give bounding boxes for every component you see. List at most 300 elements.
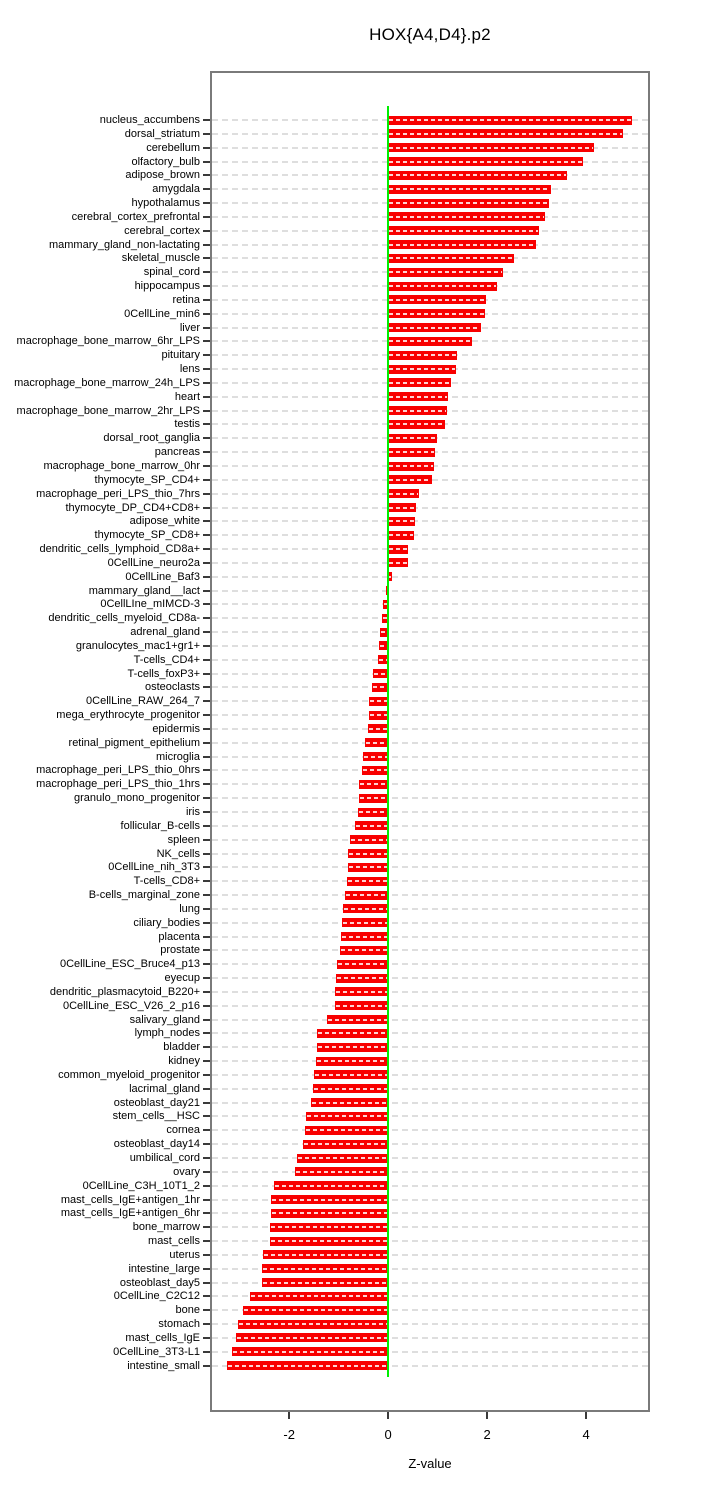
- bar-hatch-pattern: [389, 493, 418, 495]
- gridline: [212, 631, 648, 633]
- category-label: placenta: [158, 930, 200, 943]
- bar-hatch-pattern: [389, 174, 566, 176]
- category-label: dendritic_cells_myeloid_CD8a-: [48, 612, 200, 625]
- y-axis-tick: [203, 590, 210, 592]
- y-axis-tick: [203, 493, 210, 495]
- bar: [388, 475, 432, 484]
- y-axis-tick: [203, 1102, 210, 1104]
- bar: [388, 351, 457, 360]
- y-axis-tick: [203, 423, 210, 425]
- bar-hatch-pattern: [341, 949, 387, 951]
- gridline: [212, 783, 648, 785]
- category-label: 0CellLine_RAW_264_7: [86, 695, 200, 708]
- bar: [388, 406, 447, 415]
- category-label: olfactory_bulb: [131, 155, 200, 168]
- bar: [388, 199, 549, 208]
- y-axis-tick: [203, 340, 210, 342]
- gridline: [212, 908, 648, 910]
- y-axis-tick: [203, 866, 210, 868]
- category-label: pituitary: [161, 349, 200, 362]
- y-axis-tick: [203, 797, 210, 799]
- bar-hatch-pattern: [389, 465, 433, 467]
- category-label: 0CellLine_Baf3: [125, 570, 200, 583]
- y-axis-tick: [203, 894, 210, 896]
- category-label: follicular_B-cells: [120, 819, 200, 832]
- bar-hatch-pattern: [233, 1351, 387, 1353]
- bar-hatch-pattern: [306, 1129, 388, 1131]
- gridline: [212, 1074, 648, 1076]
- y-axis-tick: [203, 783, 210, 785]
- gridline: [212, 576, 648, 578]
- y-axis-tick: [203, 161, 210, 163]
- bar: [358, 808, 388, 817]
- x-axis-title: Z-value: [408, 1456, 452, 1471]
- y-axis-tick: [203, 1365, 210, 1367]
- y-axis-tick: [203, 465, 210, 467]
- y-axis-tick: [203, 825, 210, 827]
- bar: [388, 254, 514, 263]
- bar-hatch-pattern: [271, 1240, 387, 1242]
- y-axis-tick: [203, 479, 210, 481]
- y-axis-tick: [203, 174, 210, 176]
- bar-hatch-pattern: [389, 230, 537, 232]
- bar-hatch-pattern: [389, 285, 496, 287]
- bar: [345, 891, 389, 900]
- gridline: [212, 686, 648, 688]
- gridline: [212, 1102, 648, 1104]
- bar: [388, 185, 551, 194]
- bar-hatch-pattern: [343, 922, 387, 924]
- y-axis-tick: [203, 839, 210, 841]
- gridline: [212, 825, 648, 827]
- bar-hatch-pattern: [318, 1046, 387, 1048]
- bar: [343, 904, 388, 913]
- category-label: NK_cells: [156, 847, 200, 860]
- bar: [388, 462, 434, 471]
- gridline: [212, 756, 648, 758]
- bar: [313, 1084, 388, 1093]
- bar: [348, 849, 388, 858]
- category-label: T-cells_foxP3+: [127, 667, 200, 680]
- category-label: lung: [179, 902, 200, 915]
- bar-hatch-pattern: [264, 1254, 387, 1256]
- x-axis-tick: [288, 1412, 290, 1419]
- bar-hatch-pattern: [389, 119, 631, 121]
- bar: [263, 1250, 388, 1259]
- category-label: testis: [174, 418, 200, 431]
- plot-area: [210, 71, 650, 1412]
- gridline: [212, 1129, 648, 1131]
- bar-hatch-pattern: [389, 562, 407, 564]
- bar-hatch-pattern: [389, 368, 455, 370]
- y-axis-tick: [203, 1143, 210, 1145]
- y-axis-tick: [203, 922, 210, 924]
- bar: [388, 517, 415, 526]
- category-label: mega_erythrocyte_progenitor: [56, 709, 200, 722]
- gridline: [212, 880, 648, 882]
- bar-hatch-pattern: [315, 1074, 387, 1076]
- y-axis-tick: [203, 1046, 210, 1048]
- bar: [337, 960, 388, 969]
- y-axis-tick: [203, 1254, 210, 1256]
- y-axis-tick: [203, 327, 210, 329]
- bar-hatch-pattern: [369, 728, 387, 730]
- category-label: cornea: [166, 1124, 200, 1137]
- bar: [388, 531, 414, 540]
- category-label: dorsal_root_ganglia: [103, 432, 200, 445]
- gridline: [212, 1115, 648, 1117]
- y-axis-tick: [203, 368, 210, 370]
- y-axis-tick: [203, 1074, 210, 1076]
- y-axis-tick: [203, 382, 210, 384]
- y-axis-tick: [203, 1309, 210, 1311]
- bar-hatch-pattern: [389, 437, 436, 439]
- bar-hatch-pattern: [239, 1323, 387, 1325]
- category-label: macrophage_bone_marrow_0hr: [43, 460, 200, 472]
- y-axis-tick: [203, 147, 210, 149]
- y-axis-tick: [203, 991, 210, 993]
- bar-hatch-pattern: [346, 894, 388, 896]
- y-axis-tick: [203, 244, 210, 246]
- category-label: lacrimal_gland: [129, 1082, 200, 1095]
- category-label: stomach: [158, 1318, 200, 1331]
- y-axis-tick: [203, 133, 210, 135]
- category-label: B-cells_marginal_zone: [88, 889, 200, 902]
- y-axis-tick: [203, 645, 210, 647]
- zero-reference-line: [387, 106, 389, 1377]
- bar: [388, 309, 485, 318]
- category-label: cerebral_cortex_prefrontal: [71, 210, 200, 223]
- gridline: [212, 673, 648, 675]
- category-label: skeletal_muscle: [121, 252, 200, 265]
- y-axis-tick: [203, 1323, 210, 1325]
- y-axis-tick: [203, 548, 210, 550]
- bar: [262, 1264, 388, 1273]
- bar: [243, 1306, 389, 1315]
- y-axis-tick: [203, 1129, 210, 1131]
- bar-hatch-pattern: [373, 686, 387, 688]
- y-axis-tick: [203, 202, 210, 204]
- category-label: epidermis: [152, 722, 200, 735]
- bar: [388, 434, 437, 443]
- bar: [335, 1001, 388, 1010]
- bar: [316, 1057, 388, 1066]
- bar-hatch-pattern: [275, 1185, 387, 1187]
- bar: [342, 918, 388, 927]
- bar-hatch-pattern: [304, 1143, 388, 1145]
- bar: [317, 1029, 388, 1038]
- bar-hatch-pattern: [364, 756, 387, 758]
- bar: [388, 226, 538, 235]
- y-axis-tick: [203, 1282, 210, 1284]
- gridline: [212, 493, 648, 495]
- y-axis-tick: [203, 396, 210, 398]
- category-label: spleen: [167, 833, 200, 846]
- y-axis-tick: [203, 1115, 210, 1117]
- bar-hatch-pattern: [389, 451, 434, 453]
- y-axis-tick: [203, 977, 210, 979]
- bar-hatch-pattern: [263, 1282, 387, 1284]
- category-label: uterus: [169, 1248, 200, 1261]
- bar-hatch-pattern: [314, 1088, 387, 1090]
- category-label: macrophage_bone_marrow_2hr_LPS: [16, 404, 200, 417]
- gridline: [212, 700, 648, 702]
- category-label: common_myeloid_progenitor: [58, 1068, 200, 1081]
- y-axis-tick: [203, 313, 210, 315]
- bar-hatch-pattern: [342, 936, 388, 938]
- category-label: 0CellLine_neuro2a: [107, 556, 200, 569]
- bar: [388, 378, 451, 387]
- bar-hatch-pattern: [389, 257, 513, 259]
- x-axis-tick: [585, 1412, 587, 1419]
- x-axis-tick-label: -2: [283, 1427, 295, 1442]
- bar-hatch-pattern: [251, 1295, 388, 1297]
- category-label: adipose_white: [129, 515, 200, 528]
- y-axis-tick: [203, 285, 210, 287]
- bar: [388, 116, 632, 125]
- gridline: [212, 963, 648, 965]
- bar: [388, 558, 408, 567]
- chart-title: HOX{A4,D4}.p2: [369, 25, 491, 44]
- bar-hatch-pattern: [389, 520, 414, 522]
- gridline: [212, 769, 648, 771]
- y-axis-tick: [203, 631, 210, 633]
- bar-hatch-pattern: [389, 271, 502, 273]
- y-axis-tick: [203, 437, 210, 439]
- y-axis-tick: [203, 603, 210, 605]
- gridline: [212, 1171, 648, 1173]
- category-label: umbilical_cord: [129, 1152, 200, 1164]
- bar-hatch-pattern: [360, 797, 387, 799]
- bar: [388, 212, 544, 221]
- gridline: [212, 742, 648, 744]
- category-label: intestine_small: [127, 1359, 200, 1372]
- category-label: osteoblast_day21: [113, 1096, 200, 1109]
- bar: [270, 1223, 388, 1232]
- category-label: intestine_large: [128, 1262, 200, 1275]
- gridline: [212, 977, 648, 979]
- category-label: hippocampus: [134, 280, 200, 293]
- y-axis-tick: [203, 1226, 210, 1228]
- bar-hatch-pattern: [379, 659, 387, 661]
- y-axis-tick: [203, 769, 210, 771]
- bar: [341, 932, 389, 941]
- category-label: 0CellLine_min6: [124, 307, 200, 320]
- bar-hatch-pattern: [389, 313, 484, 315]
- bar: [238, 1320, 388, 1329]
- y-axis-tick: [203, 673, 210, 675]
- gridline: [212, 507, 648, 509]
- bar-hatch-pattern: [228, 1365, 387, 1367]
- category-label: mast_cells_IgE: [125, 1331, 200, 1344]
- y-axis-tick: [203, 507, 210, 509]
- y-axis-tick: [203, 230, 210, 232]
- bar: [250, 1292, 389, 1301]
- category-label: adrenal_gland: [130, 626, 200, 639]
- category-label: lymph_nodes: [134, 1027, 200, 1040]
- gridline: [212, 1019, 648, 1021]
- bar: [340, 946, 388, 955]
- category-label: thymocyte_SP_CD8+: [94, 529, 200, 542]
- bar-hatch-pattern: [271, 1226, 387, 1228]
- y-axis-tick: [203, 451, 210, 453]
- gridline: [212, 1032, 648, 1034]
- bar-hatch-pattern: [370, 700, 387, 702]
- bar-hatch-pattern: [389, 327, 480, 329]
- y-axis-tick: [203, 576, 210, 578]
- category-label: dorsal_striatum: [124, 127, 200, 140]
- bar-hatch-pattern: [337, 977, 387, 979]
- bar: [236, 1333, 388, 1342]
- bar-hatch-pattern: [389, 479, 431, 481]
- bar: [350, 835, 388, 844]
- y-axis-tick: [203, 1060, 210, 1062]
- category-label: 0CellLine_ESC_Bruce4_p13: [59, 958, 200, 971]
- category-label: liver: [179, 321, 200, 334]
- bar: [327, 1015, 388, 1024]
- bar-hatch-pattern: [389, 534, 413, 536]
- category-label: nucleus_accumbens: [99, 114, 200, 126]
- category-label: pancreas: [154, 446, 200, 459]
- bar-hatch-pattern: [272, 1199, 387, 1201]
- y-axis-tick: [203, 1351, 210, 1353]
- bar-hatch-pattern: [296, 1171, 387, 1173]
- category-label: osteoclasts: [144, 681, 200, 694]
- bar-hatch-pattern: [360, 783, 387, 785]
- y-axis-tick: [203, 659, 210, 661]
- bar: [388, 545, 408, 554]
- gridline: [212, 659, 648, 661]
- category-label: macrophage_peri_LPS_thio_1hrs: [36, 778, 200, 791]
- y-axis-tick: [203, 562, 210, 564]
- gridline: [212, 590, 648, 592]
- gridline: [212, 603, 648, 605]
- bar-hatch-pattern: [389, 340, 471, 342]
- bar: [388, 448, 435, 457]
- bar: [270, 1237, 388, 1246]
- bar-hatch-pattern: [389, 161, 582, 163]
- bar: [317, 1043, 388, 1052]
- gridline: [212, 728, 648, 730]
- bar: [388, 129, 623, 138]
- y-axis-tick: [203, 1171, 210, 1173]
- gridline: [212, 811, 648, 813]
- bar: [271, 1195, 388, 1204]
- bar-hatch-pattern: [336, 991, 387, 993]
- gridline: [212, 1060, 648, 1062]
- bar: [232, 1347, 388, 1356]
- category-label: mammary_gland_non-lactating: [48, 238, 200, 251]
- bar: [388, 365, 456, 374]
- y-axis-tick: [203, 908, 210, 910]
- gridline: [212, 922, 648, 924]
- bar: [388, 295, 486, 304]
- bar: [388, 503, 416, 512]
- category-label: granulo_mono_progenitor: [74, 792, 200, 805]
- bar: [388, 143, 593, 152]
- category-label: mast_cells_IgE+antigen_6hr: [60, 1207, 200, 1220]
- bar: [297, 1154, 389, 1163]
- bar-hatch-pattern: [389, 548, 407, 550]
- bar: [362, 766, 388, 775]
- y-axis-tick: [203, 216, 210, 218]
- category-label: granulocytes_mac1+gr1+: [75, 639, 200, 652]
- y-axis-tick: [203, 617, 210, 619]
- bar: [271, 1209, 388, 1218]
- category-label: 0CellLine_C2C12: [113, 1290, 200, 1303]
- bar: [388, 420, 444, 429]
- category-label: ovary: [173, 1165, 200, 1178]
- y-axis-tick: [203, 119, 210, 121]
- bar: [295, 1167, 388, 1176]
- bar-hatch-pattern: [366, 742, 387, 744]
- y-axis-tick: [203, 1212, 210, 1214]
- y-axis-tick: [203, 700, 210, 702]
- bar: [303, 1140, 389, 1149]
- bar: [388, 240, 535, 249]
- gridline: [212, 853, 648, 855]
- y-axis-tick: [203, 1199, 210, 1201]
- y-axis-tick: [203, 1240, 210, 1242]
- y-axis-tick: [203, 410, 210, 412]
- y-axis-tick: [203, 1295, 210, 1297]
- bar: [314, 1070, 388, 1079]
- bar-hatch-pattern: [263, 1268, 387, 1270]
- gridline: [212, 562, 648, 564]
- gridline: [212, 866, 648, 868]
- category-label: mast_cells: [148, 1235, 200, 1248]
- gridline: [212, 797, 648, 799]
- bar-hatch-pattern: [244, 1309, 388, 1311]
- bar-hatch-pattern: [237, 1337, 387, 1339]
- bar-hatch-pattern: [389, 423, 443, 425]
- bar: [336, 974, 388, 983]
- bar: [347, 877, 389, 886]
- bar-hatch-pattern: [389, 354, 456, 356]
- gridline: [212, 534, 648, 536]
- category-label: iris: [185, 806, 200, 818]
- bar: [388, 323, 481, 332]
- bar-hatch-pattern: [389, 202, 548, 204]
- bar-hatch-pattern: [328, 1019, 387, 1021]
- y-axis-tick: [203, 714, 210, 716]
- y-axis-tick: [203, 728, 210, 730]
- gridline: [212, 1046, 648, 1048]
- category-label: dendritic_plasmacytoid_B220+: [49, 985, 200, 998]
- bar: [311, 1098, 388, 1107]
- category-label: 0CellLine_3T3-L1: [113, 1345, 200, 1358]
- bar-hatch-pattern: [380, 645, 387, 647]
- bar-hatch-pattern: [317, 1060, 387, 1062]
- y-axis-tick: [203, 520, 210, 522]
- category-label: macrophage_bone_marrow_24h_LPS: [14, 376, 200, 389]
- bar-hatch-pattern: [318, 1032, 387, 1034]
- category-label: mast_cells_IgE+antigen_1hr: [60, 1193, 200, 1206]
- gridline: [212, 1005, 648, 1007]
- category-label: 0CellLine_nih_3T3: [108, 861, 200, 874]
- bar-hatch-pattern: [307, 1115, 387, 1117]
- y-axis-tick: [203, 853, 210, 855]
- bar: [388, 489, 419, 498]
- y-axis-tick: [203, 299, 210, 301]
- y-axis-tick: [203, 534, 210, 536]
- category-label: T-cells_CD4+: [133, 653, 200, 666]
- bar-hatch-pattern: [374, 673, 387, 675]
- bar-hatch-pattern: [336, 1005, 387, 1007]
- gridline: [212, 991, 648, 993]
- bar: [365, 738, 388, 747]
- category-label: cerebral_cortex: [124, 224, 200, 237]
